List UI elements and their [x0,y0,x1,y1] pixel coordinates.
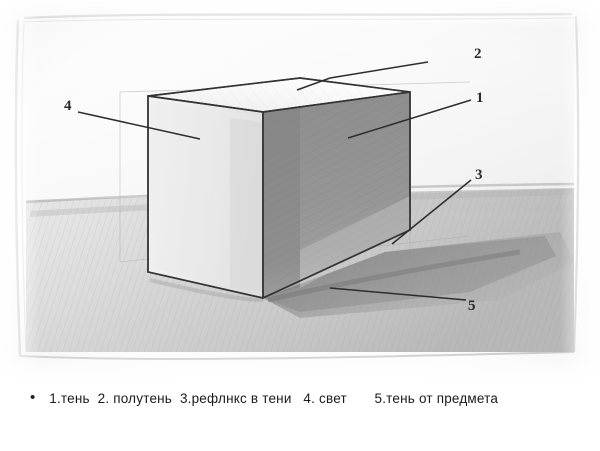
callout-label-2: 2 [474,46,482,62]
callout-label-4: 4 [64,98,72,114]
figure-caption [0,378,600,418]
callout-label-5: 5 [468,298,476,314]
bullet-glyph: • [30,388,36,406]
callout-label-1: 1 [476,90,484,106]
cube-left-face-halftone [148,96,263,298]
callout-label-3: 3 [475,167,483,183]
caption-text: 1.тень 2. полутень 3.рефлнкс в тени 4. свет 5.тень от предмета [49,390,499,406]
